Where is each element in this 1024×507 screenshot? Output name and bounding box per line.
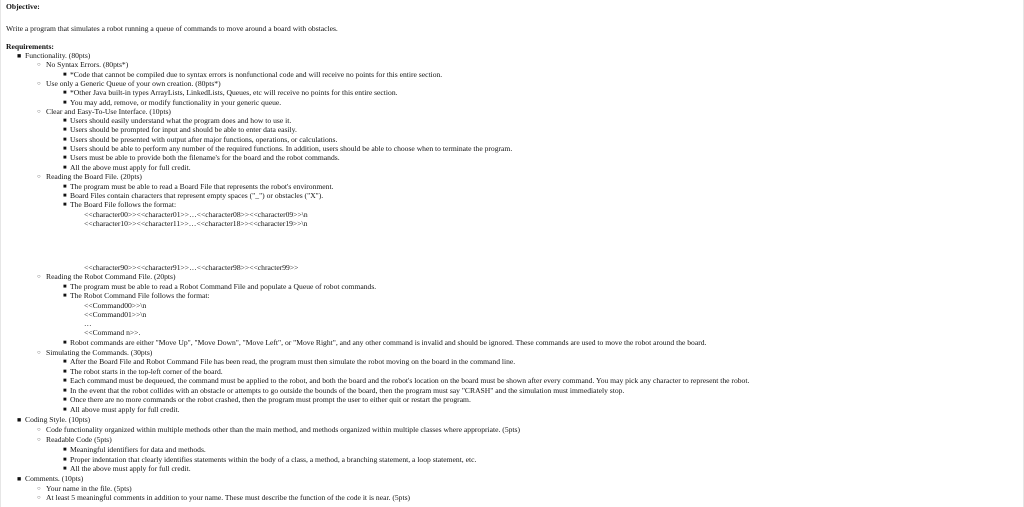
simulate-bullet: All above must apply for full credit. [70, 405, 180, 414]
bullet: ■ [17, 475, 22, 483]
bullet: ■ [63, 155, 67, 161]
bullet: ■ [63, 146, 67, 152]
interface-item: Clear and Easy-To-Use Interface. (10pts) [46, 107, 171, 116]
simulate-bullet: The robot starts in the top-left corner of the board. [70, 367, 223, 376]
bullet: ○ [37, 350, 41, 356]
comments-bullet: At least 5 meaningful comments in addition to your name. These must describe the function of the code it is near. (5pts) [46, 493, 411, 502]
no-syntax-note: *Code that cannot be compiled due to syntax errors is nonfunctional code and will receive no points for this entire section. [70, 70, 443, 79]
bullet: ■ [63, 72, 67, 78]
objective-text: Write a program that simulates a robot running a queue of commands to move around a board with obstacles. [6, 24, 338, 33]
board-format-line: <<character90>><<character91>>…<<character98>><<chracter99>> [84, 263, 299, 272]
bullet: ■ [63, 127, 67, 133]
bullet: ■ [63, 284, 67, 290]
command-format-line: <<Command01>>\n [84, 310, 147, 319]
board-file-item: Reading the Board File. (20pts) [46, 172, 142, 181]
board-format-line: <<character10>><<character11>>…<<character18>><<character19>>\n [84, 219, 308, 228]
board-bullet: The program must be able to read a Board File that represents the robot's environment. [70, 182, 334, 191]
bullet: ■ [63, 118, 67, 124]
interface-bullet: Users should be presented with output after major functions, operations, or calculations. [70, 135, 338, 144]
bullet: ○ [37, 174, 41, 180]
readable-bullet: Meaningful identifiers for data and methods. [70, 445, 206, 454]
generic-queue-note: You may add, remove, or modify functionality in your generic queue. [70, 98, 282, 107]
bullet: ○ [37, 495, 41, 501]
interface-bullet: Users should be prompted for input and should be able to enter data easily. [70, 125, 297, 134]
bullet: ■ [63, 137, 67, 143]
bullet: ■ [63, 340, 67, 346]
bullet: ■ [63, 388, 67, 394]
command-bullet: Robot commands are either "Move Up", "Move Down", "Move Left", or "Move Right", and any other command is invalid and should be ignored. These commands are used to move the robot around the board. [70, 338, 707, 347]
bullet: ■ [63, 466, 67, 472]
command-file-item: Reading the Robot Command File. (20pts) [46, 272, 176, 281]
no-syntax-item: No Syntax Errors. (80pts*) [46, 60, 129, 69]
simulate-item: Simulating the Commands. (30pts) [46, 348, 153, 357]
bullet: ○ [37, 109, 41, 115]
command-format-dots: … [84, 319, 92, 328]
generic-queue-item: Use only a Generic Queue of your own creation. (80pts*) [46, 79, 221, 88]
simulate-bullet: In the event that the robot collides with an obstacle or attempts to go outside the bounds of the board, then the program must say "CRASH" and the simulation must immediately stop. [70, 386, 625, 395]
readable-item: Readable Code (5pts) [46, 435, 112, 444]
functionality-item: Functionality. (80pts) [25, 51, 91, 60]
bullet: ■ [63, 293, 67, 299]
command-format-line: <<Command00>>\n [84, 301, 147, 310]
simulate-bullet: Each command must be dequeued, the command must be applied to the robot, and both the board and the robot's location on the board must be shown after every command. You may pick any character to represent the robot. [70, 376, 750, 385]
bullet: ■ [63, 184, 67, 190]
command-bullet: The Robot Command File follows the format: [70, 291, 210, 300]
objective-heading: Objective: [6, 2, 40, 11]
bullet: ■ [63, 447, 67, 453]
bullet: ■ [63, 165, 67, 171]
interface-bullet: All the above must apply for full credit. [70, 163, 191, 172]
board-bullet: The Board File follows the format: [70, 200, 177, 209]
bullet: ■ [63, 369, 67, 375]
bullet: ■ [63, 407, 67, 413]
simulate-bullet: Once there are no more commands or the robot crashed, then the program must prompt the user to either quit or restart the program. [70, 395, 471, 404]
bullet: ■ [63, 457, 67, 463]
bullet: ○ [37, 274, 41, 280]
coding-style-item: Coding Style. (10pts) [25, 415, 91, 424]
bullet: ○ [37, 486, 41, 492]
bullet: ■ [63, 100, 67, 106]
bullet: ■ [63, 359, 67, 365]
coding-bullet: Code functionality organized within multiple methods other than the main method, and methods organized within multiple classes where appropriate. (5pts) [46, 425, 521, 434]
bullet: ■ [63, 397, 67, 403]
interface-bullet: Users should be able to perform any number of the required functions. In addition, users should be able to choose when to terminate the program. [70, 144, 513, 153]
board-bullet: Board Files contain characters that represent empty spaces ("_") or obstacles ("X"). [70, 191, 324, 200]
bullet: ○ [37, 437, 41, 443]
bullet: ■ [63, 193, 67, 199]
comments-bullet: Your name in the file. (5pts) [46, 484, 132, 493]
comments-item: Comments. (10pts) [25, 474, 84, 483]
command-bullet: The program must be able to read a Robot Command File and populate a Queue of robot commands. [70, 282, 377, 291]
requirements-heading: Requirements: [6, 42, 54, 51]
readable-bullet: All the above must apply for full credit. [70, 464, 191, 473]
bullet: ■ [63, 90, 67, 96]
interface-bullet: Users must be able to provide both the filename's for the board and the robot commands. [70, 153, 340, 162]
bullet: ■ [17, 52, 22, 60]
bullet: ■ [63, 378, 67, 384]
bullet: ■ [17, 416, 22, 424]
simulate-bullet: After the Board File and Robot Command File has been read, the program must then simulate the robot moving on the board in the command line. [70, 357, 516, 366]
board-format-line: <<character00>><<character01>>…<<character08>><<character09>>\n [84, 210, 308, 219]
bullet: ■ [63, 202, 67, 208]
generic-queue-note: *Other Java built-in types ArrayLists, LinkedLists, Queues, etc will receive no points for this entire section. [70, 88, 398, 97]
bullet: ○ [37, 427, 41, 433]
interface-bullet: Users should easily understand what the program does and how to use it. [70, 116, 292, 125]
command-format-line: <<Command n>>. [84, 328, 141, 337]
bullet: ○ [37, 62, 41, 68]
bullet: ○ [37, 81, 41, 87]
readable-bullet: Proper indentation that clearly identifies statements within the body of a class, a method, a branching statement, a loop statement, etc. [70, 455, 477, 464]
